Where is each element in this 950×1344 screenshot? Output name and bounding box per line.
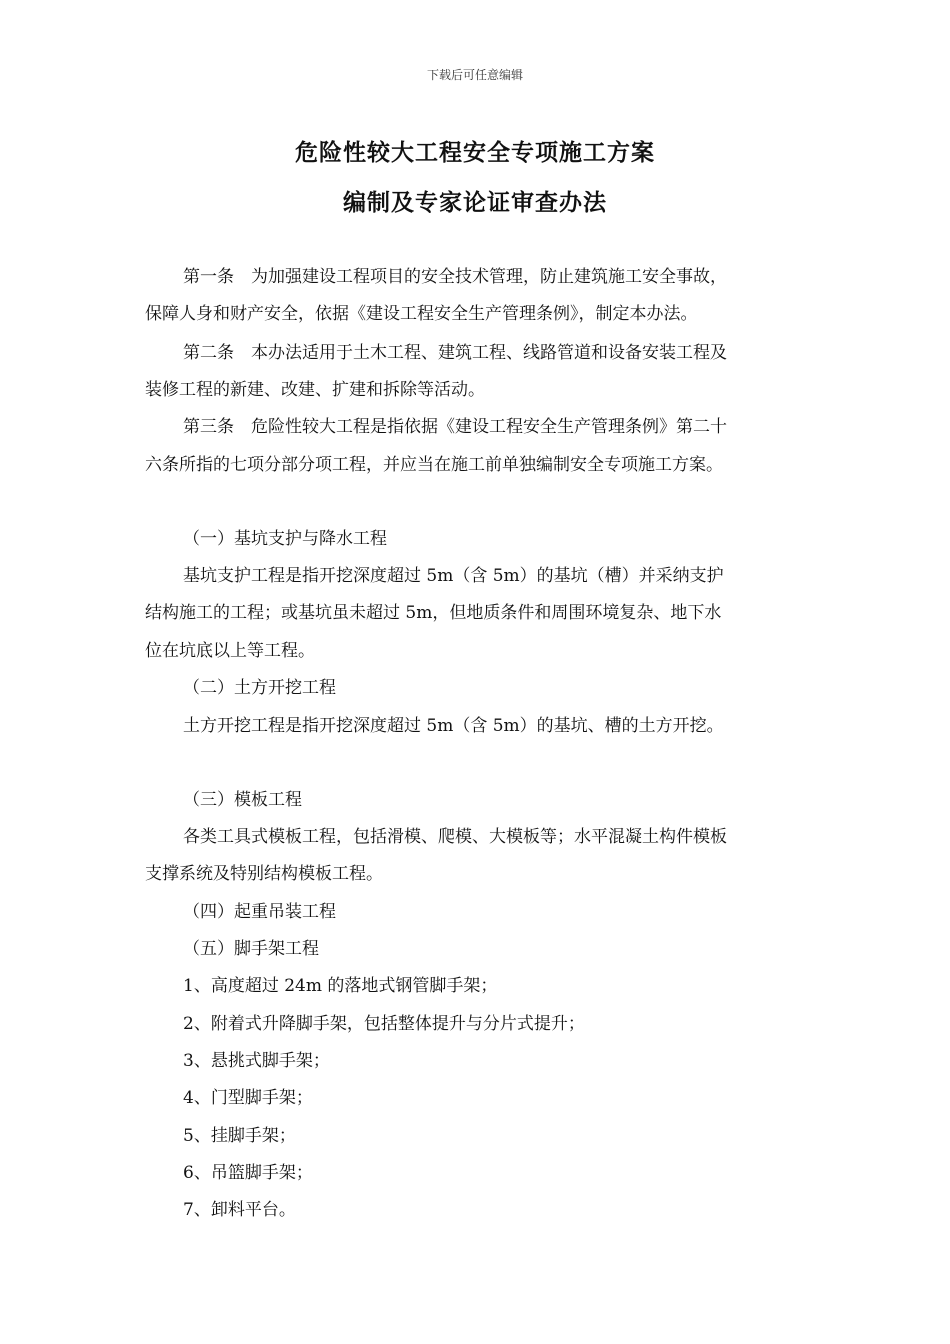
document-title-line1: 危险性较大工程安全专项施工方案 [295,139,655,166]
section1-heading: （一）基坑支护与降水工程 [183,529,387,549]
section2-heading: （二）土方开挖工程 [183,678,336,698]
article2-line2: 装修工程的新建、改建、扩建和拆除等活动。 [145,380,485,400]
section3-line2: 支撑系统及特别结构模板工程。 [145,864,383,884]
list-item: 1、高度超过 24m 的落地式钢管脚手架； [183,976,498,996]
document-title-line2: 编制及专家论证审查办法 [343,189,607,216]
article1-line2: 保障人身和财产安全，依据《建设工程安全生产管理条例》，制定本办法。 [145,304,698,324]
section4-heading: （四）起重吊装工程 [183,902,336,922]
list-item: 5、挂脚手架； [183,1126,296,1146]
section1-line2: 结构施工的工程；或基坑虽未超过 5m，但地质条件和周围环境复杂、地下水 [145,603,722,623]
section3-line1: 各类工具式模板工程，包括滑模、爬模、大模板等；水平混凝土构件模板 [183,827,727,847]
article3-line1: 第三条 危险性较大工程是指依据《建设工程安全生产管理条例》第二十 [183,417,727,437]
list-item: 6、吊篮脚手架； [183,1163,313,1183]
article1-line1: 第一条 为加强建设工程项目的安全技术管理，防止建筑施工安全事故， [183,267,727,287]
article3-line2: 六条所指的七项分部分项工程，并应当在施工前单独编制安全专项施工方案。 [145,455,723,475]
header-note: 下载后可任意编辑 [426,68,523,82]
section5-heading: （五）脚手架工程 [183,939,319,959]
section1-line1: 基坑支护工程是指开挖深度超过 5m（含 5m）的基坑（槽）并采纳支护 [183,566,724,586]
section3-heading: （三）模板工程 [183,790,302,810]
article2-line1: 第二条 本办法适用于土木工程、建筑工程、线路管道和设备安装工程及 [183,343,727,363]
section2-line1: 土方开挖工程是指开挖深度超过 5m（含 5m）的基坑、槽的土方开挖。 [183,716,724,736]
list-item: 7、卸料平台。 [183,1200,296,1220]
section1-line3: 位在坑底以上等工程。 [145,641,315,661]
list-item: 2、附着式升降脚手架，包括整体提升与分片式提升； [183,1014,585,1034]
list-item: 4、门型脚手架； [183,1088,313,1108]
list-item: 3、悬挑式脚手架； [183,1051,330,1071]
